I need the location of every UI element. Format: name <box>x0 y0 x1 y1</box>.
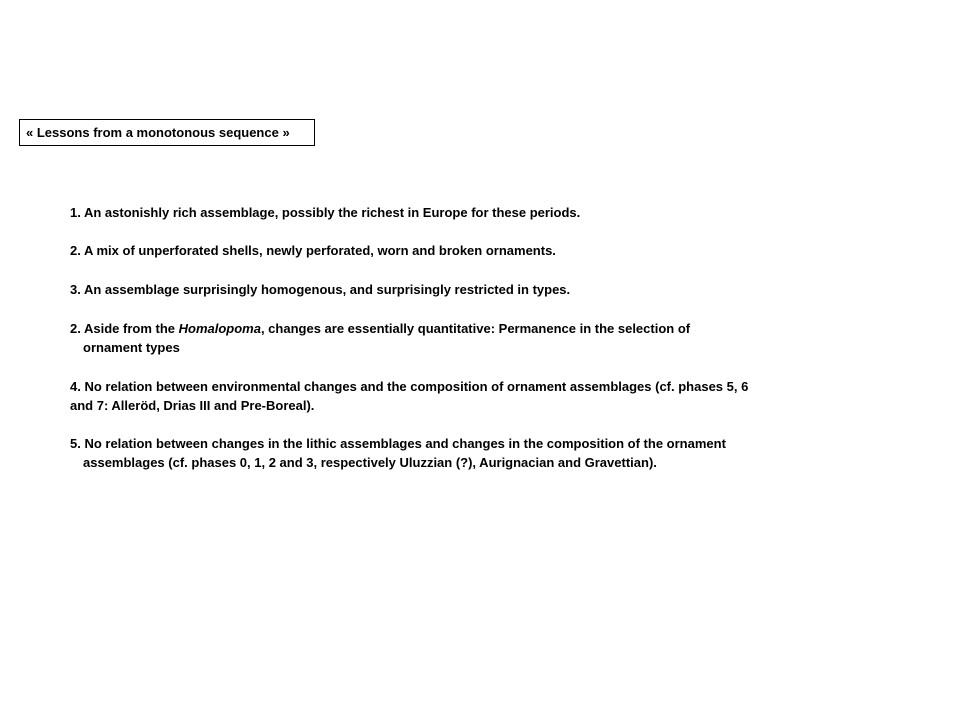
lesson-text: 3. An assemblage surprisingly homogenous, and surprisingly restricted in types. <box>70 282 571 297</box>
lesson-item-4 <box>70 319 810 357</box>
lesson-text-continued: and 7: Alleröd, Drias III and Pre-Boreal). <box>70 398 315 413</box>
lesson-text-continued: assemblages (cf. phases 0, 1, 2 and 3, respectively Uluzzian (?), Aurignacian and Gravettian). <box>83 455 657 470</box>
lesson-text: 5. No relation between changes in the lithic assemblages and changes in the composition of the ornament <box>70 436 726 451</box>
lesson-text-end: , changes are essentially quantitative: Permanence in the selection of <box>260 321 691 336</box>
lesson-text: 4. No relation between environmental changes and the composition of ornament assemblages (cf. phases 5, 6 <box>70 379 749 394</box>
slide-title: « Lessons from a monotonous sequence » <box>19 119 315 146</box>
lesson-item-3 <box>70 280 810 299</box>
lesson-item-5 <box>70 377 810 415</box>
lesson-taxon-name: Homalopoma <box>178 321 261 336</box>
lesson-text-start: 2. Aside from the <box>70 321 179 336</box>
lesson-text: 1. An astonishly rich assemblage, possibly the richest in Europe for these periods. <box>70 205 581 220</box>
lesson-item-1 <box>70 203 810 222</box>
lesson-item-6 <box>70 434 810 472</box>
lesson-item-2 <box>70 241 810 260</box>
lesson-text <box>70 319 810 338</box>
lesson-text-continued: ornament types <box>83 340 180 355</box>
lesson-text: 2. A mix of unperforated shells, newly perforated, worn and broken ornaments. <box>70 243 556 258</box>
